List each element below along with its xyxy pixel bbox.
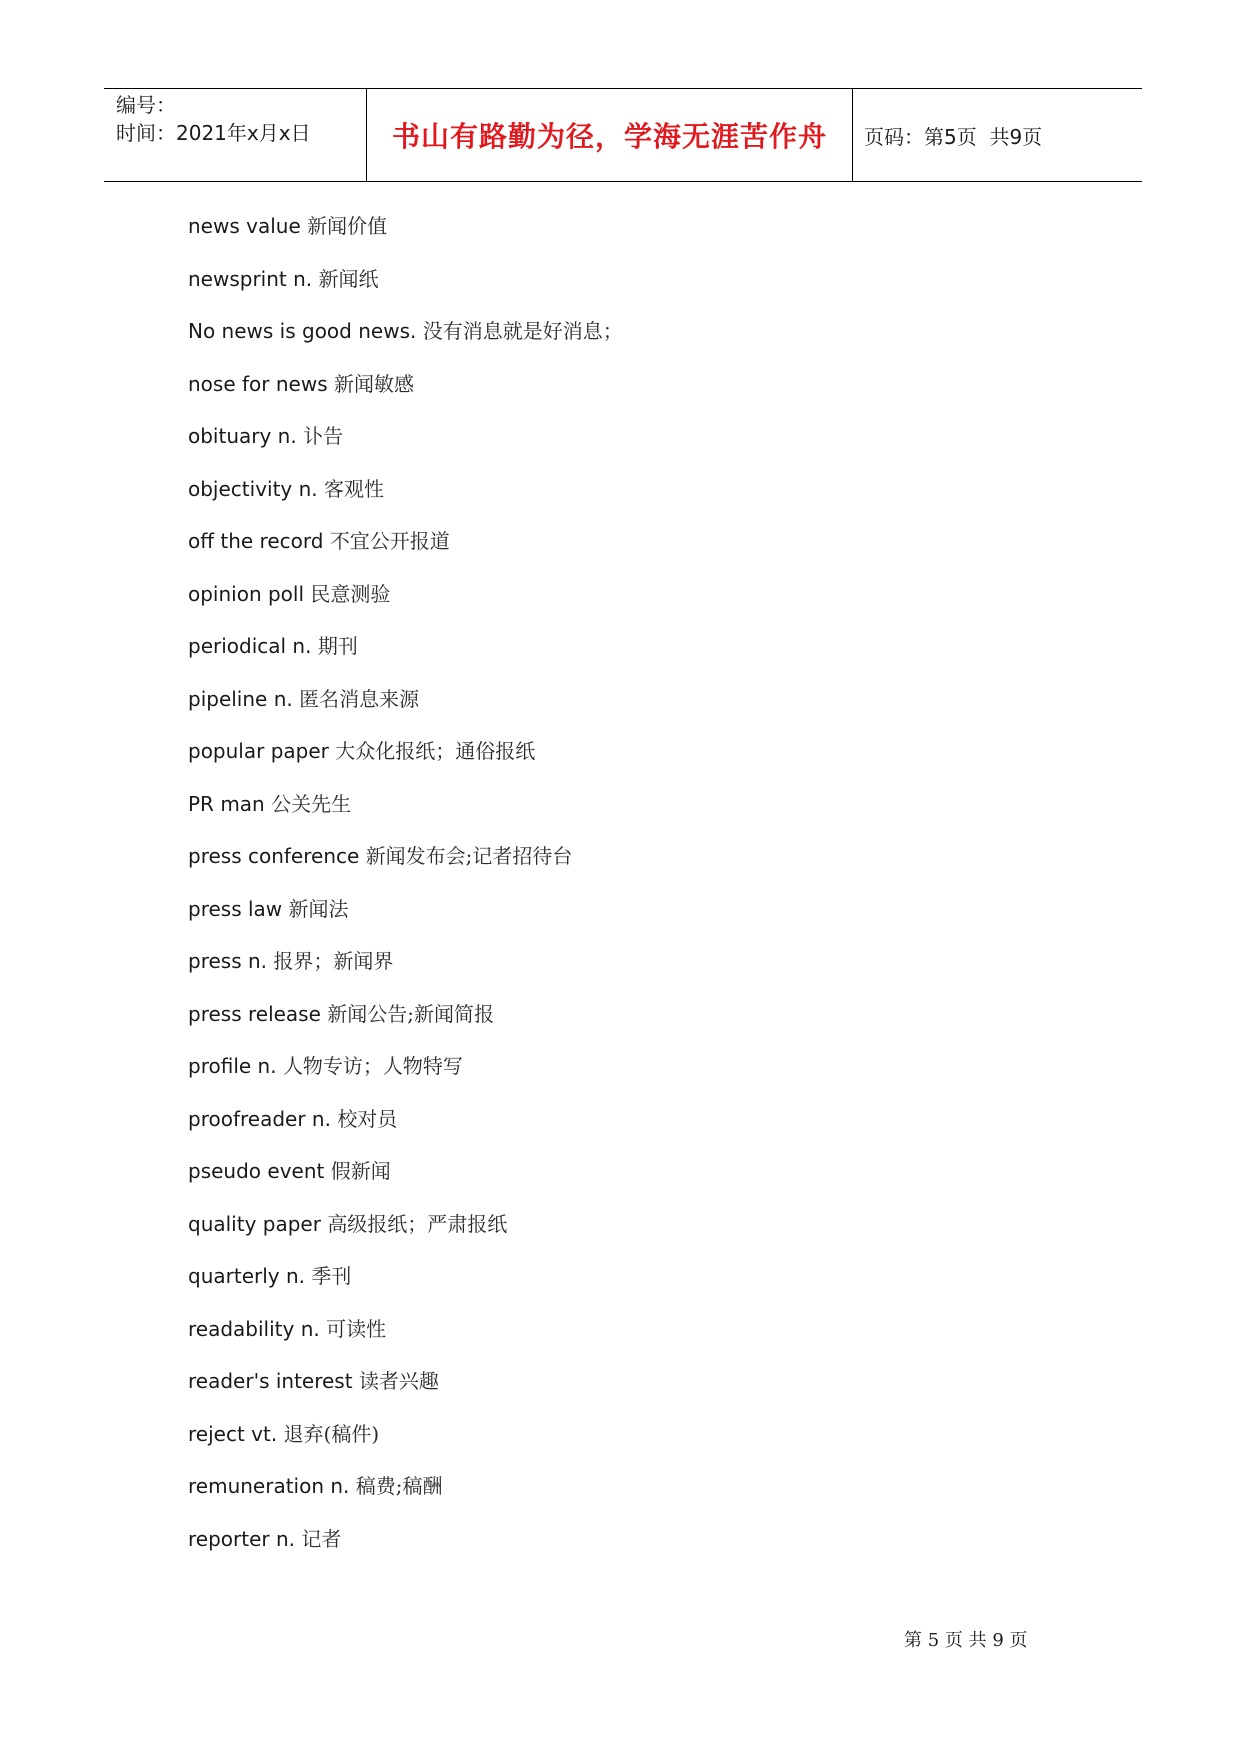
vocabulary-entry (188, 206, 1088, 259)
entry-translation: 客观性 (324, 476, 385, 501)
vocabulary-entry (188, 1099, 1088, 1152)
vocabulary-entry (188, 679, 1088, 732)
page-header (104, 88, 1142, 182)
entry-translation: 假新闻 (330, 1159, 391, 1183)
entry-translation: 新闻发布会;记者招待台 (365, 844, 573, 868)
header-meta (116, 91, 366, 147)
vocabulary-entry (188, 1309, 1088, 1362)
entry-term: periodical n. (188, 634, 312, 658)
entry-term: obituary n. (188, 424, 297, 448)
header-divider-right (852, 89, 853, 181)
entry-term: nose for news (188, 371, 328, 396)
entry-term: profile n. (188, 1054, 277, 1078)
vocabulary-entry (188, 1466, 1088, 1519)
entry-term: pseudo event (188, 1159, 325, 1183)
entry-translation: 新闻价值 (307, 214, 388, 238)
entry-translation: 可读性 (326, 1316, 387, 1341)
entry-term: press conference (188, 844, 360, 868)
vocabulary-entry (188, 1414, 1088, 1467)
header-page-info: 页码：第5页 共9页 (864, 124, 1043, 149)
vocabulary-entry (188, 521, 1088, 574)
entry-translation: 期刊 (317, 634, 358, 658)
entry-translation: 校对员 (337, 1106, 398, 1131)
entry-term: reader's interest (188, 1369, 353, 1393)
entry-translation: 大众化报纸；通俗报纸 (335, 739, 536, 763)
vocabulary-entry (188, 574, 1088, 627)
entry-term: proofreader n. (188, 1106, 331, 1131)
entry-translation: 季刊 (311, 1264, 352, 1288)
entry-term: reporter n. (188, 1526, 296, 1551)
header-motto: 书山有路勤为径，学海无涯苦作舟 (391, 120, 827, 153)
entry-translation: 匿名消息来源 (299, 686, 420, 711)
vocabulary-entry (188, 1151, 1088, 1204)
entry-term: press release (188, 1001, 321, 1026)
entry-term: popular paper (188, 739, 329, 763)
vocabulary-entry (188, 469, 1088, 522)
entry-term: No news is good news. (188, 319, 417, 343)
vocabulary-entry (188, 1204, 1088, 1257)
entry-term: opinion poll (188, 581, 305, 606)
entry-translation: 没有消息就是好消息； (422, 319, 623, 343)
vocabulary-entry (188, 416, 1088, 469)
entry-term: reject vt. (188, 1421, 278, 1446)
entry-translation: 记者 (301, 1526, 342, 1551)
entry-term: remuneration n. (188, 1474, 350, 1498)
entry-translation: 不宜公开报道 (329, 529, 450, 553)
entry-term: news value (188, 214, 301, 238)
entry-term: readability n. (188, 1316, 320, 1341)
vocabulary-entry (188, 364, 1088, 417)
entry-term: quality paper (188, 1211, 321, 1236)
entry-term: objectivity n. (188, 476, 318, 501)
entry-term: press law (188, 896, 283, 921)
vocabulary-entry (188, 311, 1088, 364)
vocabulary-entry (188, 889, 1088, 942)
entry-translation: 新闻公告;新闻简报 (327, 1001, 495, 1026)
vocabulary-list (188, 206, 1088, 1571)
vocabulary-entry (188, 1046, 1088, 1099)
vocabulary-entry (188, 836, 1088, 889)
entry-translation: 讣告 (303, 424, 344, 448)
entry-translation: 报界；新闻界 (273, 949, 394, 973)
vocabulary-entry (188, 941, 1088, 994)
entry-translation: 民意测验 (310, 581, 391, 606)
vocabulary-entry (188, 1256, 1088, 1309)
vocabulary-entry (188, 784, 1088, 837)
entry-translation: 高级报纸；严肃报纸 (327, 1211, 508, 1236)
vocabulary-entry (188, 994, 1088, 1047)
entry-translation: 新闻纸 (318, 266, 379, 291)
vocabulary-entry (188, 626, 1088, 679)
vocabulary-entry (188, 731, 1088, 784)
entry-term: pipeline n. (188, 686, 293, 711)
entry-term: off the record (188, 529, 324, 553)
vocabulary-entry (188, 1519, 1088, 1572)
entry-term: PR man (188, 791, 265, 816)
entry-translation: 人物专访；人物特写 (282, 1054, 463, 1078)
entry-translation: 新闻法 (288, 896, 349, 921)
document-date: 时间：2021年x月x日 (116, 121, 311, 145)
vocabulary-entry (188, 259, 1088, 312)
document-number-label: 编号： (116, 93, 176, 117)
entry-term: press n. (188, 949, 268, 973)
entry-translation: 新闻敏感 (333, 371, 414, 396)
entry-translation: 退弃(稿件) (283, 1421, 380, 1446)
vocabulary-entry (188, 1361, 1088, 1414)
entry-translation: 读者兴趣 (358, 1369, 439, 1393)
entry-translation: 稿费;稿酬 (355, 1474, 443, 1498)
entry-term: quarterly n. (188, 1264, 306, 1288)
entry-term: newsprint n. (188, 266, 313, 291)
page-footer: 第 5 页 共 9 页 (904, 1630, 1028, 1651)
entry-translation: 公关先生 (271, 791, 352, 816)
